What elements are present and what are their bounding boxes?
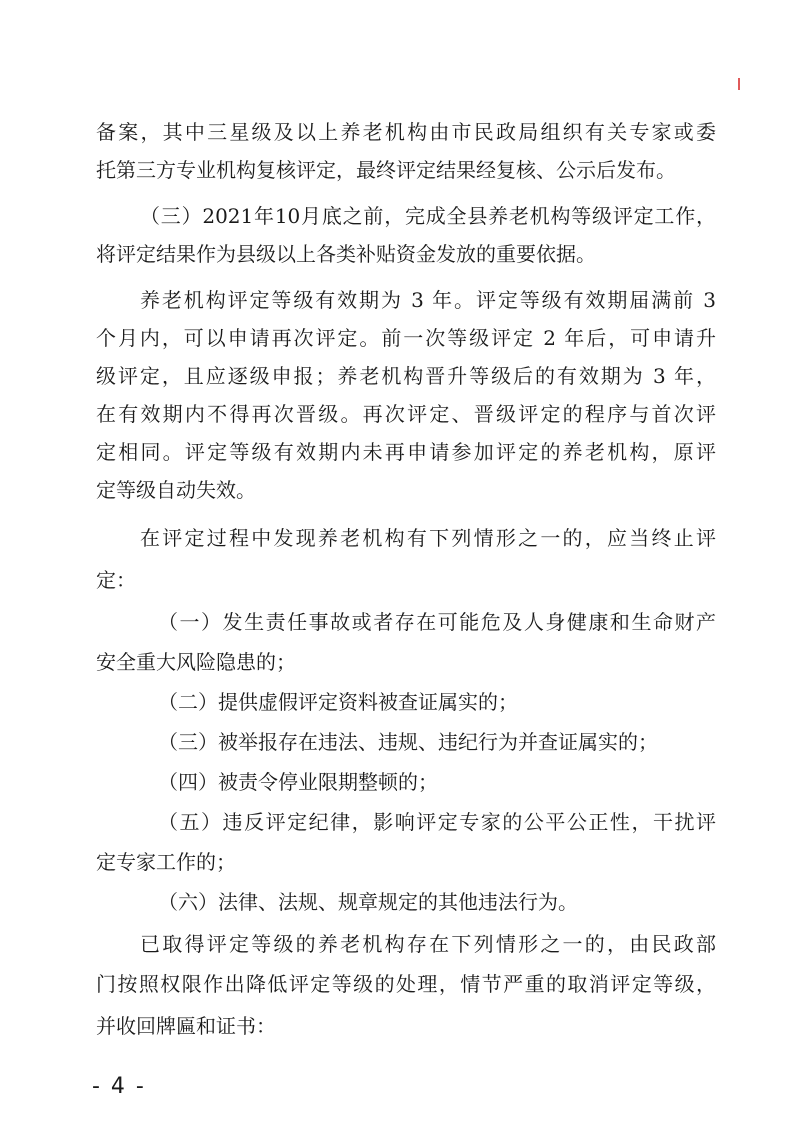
text-line: （四）被责令停业限期整顿的； xyxy=(158,770,438,794)
text-line: 门按照权限作出降低评定等级的处理，情节严重的取消评定等级， xyxy=(96,972,716,996)
text-line: （六）法律、法规、规章规定的其他违法行为。 xyxy=(158,890,578,914)
text-line: 级评定，且应逐级申报；养老机构晋升等级后的有效期为 3 年， xyxy=(96,364,716,388)
text-line: （三）被举报存在违法、违规、违纪行为并查证属实的； xyxy=(158,730,658,754)
text-line: 定等级自动失效。 xyxy=(96,478,256,502)
text-line: 备案，其中三星级及以上养老机构由市民政局组织有关专家或委 xyxy=(96,120,716,144)
text-line: 在有效期内不得再次晋级。再次评定、晋级评定的程序与首次评 xyxy=(96,402,716,426)
text-line: 已取得评定等级的养老机构存在下列情形之一的，由民政部 xyxy=(140,932,716,956)
text-line: 将评定结果作为县级以上各类补贴资金发放的重要依据。 xyxy=(96,242,596,266)
text-line: 个月内，可以申请再次评定。前一次等级评定 2 年后，可申请升 xyxy=(96,326,716,350)
text-line: （一）发生责任事故或者存在可能危及人身健康和生命财产 xyxy=(158,610,716,634)
text-line: 定专家工作的； xyxy=(96,850,236,874)
page-number: - 4 - xyxy=(92,1074,146,1099)
text-line: 定相同。评定等级有效期内未再申请参加评定的养老机构，原评 xyxy=(96,440,716,464)
text-line: （五）违反评定纪律，影响评定专家的公平公正性，干扰评 xyxy=(158,810,716,834)
text-line: 并收回牌匾和证书： xyxy=(96,1014,276,1038)
text-line: 在评定过程中发现养老机构有下列情形之一的，应当终止评 xyxy=(140,526,716,550)
text-line: 安全重大风险隐患的； xyxy=(96,650,296,674)
text-line: 定： xyxy=(96,568,136,592)
text-line: （二）提供虚假评定资料被查证属实的； xyxy=(158,690,518,714)
red-mark xyxy=(738,78,740,90)
text-line: 养老机构评定等级有效期为 3 年。评定等级有效期届满前 3 xyxy=(140,288,716,312)
text-line: （三）2021年10月底之前，完成全县养老机构等级评定工作， xyxy=(140,204,716,228)
text-line: 托第三方专业机构复核评定，最终评定结果经复核、公示后发布。 xyxy=(96,158,676,182)
